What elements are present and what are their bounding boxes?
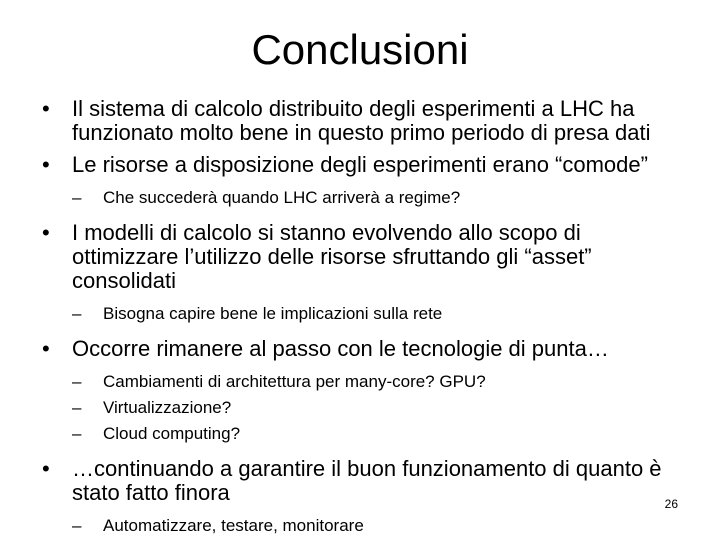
dash-icon: – <box>72 424 82 443</box>
sub-bullet-item <box>42 301 672 327</box>
bullet-item <box>42 337 672 361</box>
bullet-text: Le risorse a disposizione degli esperimenti erano “comode” <box>72 152 648 177</box>
bullet-icon: • <box>42 336 50 361</box>
bullet-text: I modelli di calcolo si stanno evolvendo allo scopo di ottimizzare l’utilizzo delle risorse sfruttando gli “asset” consolidati <box>72 220 592 293</box>
dash-icon: – <box>72 398 82 417</box>
sub-bullet-item <box>42 395 672 421</box>
bullet-text: Il sistema di calcolo distribuito degli esperimenti a LHC ha funzionato molto bene in questo primo periodo di presa dati <box>72 96 651 145</box>
sub-bullet-item <box>42 421 672 447</box>
dash-icon: – <box>72 516 82 535</box>
dash-icon: – <box>72 372 82 391</box>
bullet-item <box>42 153 672 177</box>
dash-icon: – <box>72 188 82 207</box>
sub-bullet-text: Virtualizzazione? <box>103 398 232 417</box>
bullet-text: …continuando a garantire il buon funzionamento di quanto è stato fatto finora <box>72 456 662 505</box>
sub-bullet-text: Cambiamenti di architettura per many-core? GPU? <box>103 372 486 391</box>
sub-bullet-text: Cloud computing? <box>103 424 241 443</box>
bullet-icon: • <box>42 456 50 481</box>
slide-title: Conclusioni <box>251 26 469 73</box>
sub-bullet-text: Che succederà quando LHC arriverà a regime? <box>103 188 461 207</box>
sub-bullet-item <box>42 369 672 395</box>
bullet-item <box>42 221 672 293</box>
page-number: 26 <box>664 497 678 511</box>
sub-bullet-item <box>42 185 672 211</box>
bullet-list <box>42 97 672 539</box>
bullet-icon: • <box>42 96 50 121</box>
sub-bullet-text: Automatizzare, testare, monitorare <box>103 516 364 535</box>
bullet-icon: • <box>42 152 50 177</box>
bullet-item <box>42 457 672 505</box>
bullet-text: Occorre rimanere al passo con le tecnologie di punta… <box>72 336 609 361</box>
bullet-icon: • <box>42 220 50 245</box>
dash-icon: – <box>72 304 82 323</box>
bullet-item <box>42 97 672 145</box>
sub-bullet-text: Bisogna capire bene le implicazioni sulla rete <box>103 304 443 323</box>
sub-bullet-item <box>42 513 672 539</box>
